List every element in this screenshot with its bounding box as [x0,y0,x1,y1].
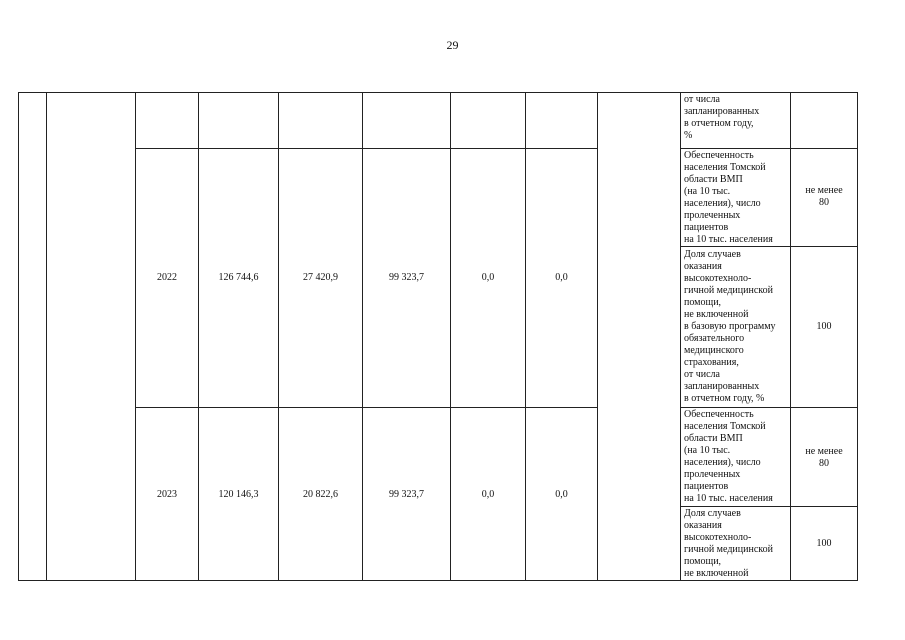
indicator-text: Доля случаев оказания высокотехноло- гичной медицинской помощи, не включенной [684,508,773,579]
indicator-text: Обеспеченность населения Томской области ВМП (на 10 тыс. населения), число пролеченных пациентов на 10 тыс. населения [684,409,773,504]
indicator-text: от числа запланированных в отчетном году, % [684,94,760,141]
col-line [18,92,19,581]
row-line [680,246,858,247]
indicator-target: не менее 80 [805,446,843,469]
col-line [525,92,526,581]
value-cell: 27 420,9 [303,272,338,283]
value-cell: 99 323,7 [389,272,424,283]
value-cell: 0,0 [555,489,568,500]
value-cell: 99 323,7 [389,489,424,500]
row-line [135,407,598,408]
year-cell: 2023 [157,489,177,500]
col-line [857,92,858,581]
indicator-target: 100 [816,538,832,549]
value-cell: 120 146,3 [218,489,259,500]
col-line [198,92,199,581]
value-cell: 0,0 [481,272,495,283]
value-cell: 0,0 [555,272,568,283]
value-cell: 20 822,6 [303,489,338,500]
row-line [680,407,858,408]
col-line [135,92,136,581]
col-line [362,92,363,581]
value-cell: 126 744,6 [218,272,259,283]
col-line [450,92,451,581]
row-line [680,506,858,507]
year-cell: 2022 [157,272,177,283]
page-number: 29 [446,38,459,52]
indicator-text: Доля случаев оказания высокотехноло- гичной медицинской помощи, не включенной в базовую программу обязательного медицинского страхования, от числа запланированных в отчетном году, % [684,249,776,404]
indicator-text: Обеспеченность населения Томской области ВМП (на 10 тыс. населения), число пролеченных пациентов на 10 тыс. населения [684,150,773,245]
col-line [790,92,791,581]
col-line [597,92,598,581]
table-bottom-border [18,580,858,581]
indicator-target: 100 [816,321,832,332]
col-line [278,92,279,581]
value-cell: 0,0 [481,489,495,500]
table-top-border [18,92,858,93]
col-line [680,92,681,581]
col-line [46,92,47,581]
row-line [135,148,598,149]
row-line [680,148,858,149]
indicator-target: не менее 80 [805,185,843,208]
